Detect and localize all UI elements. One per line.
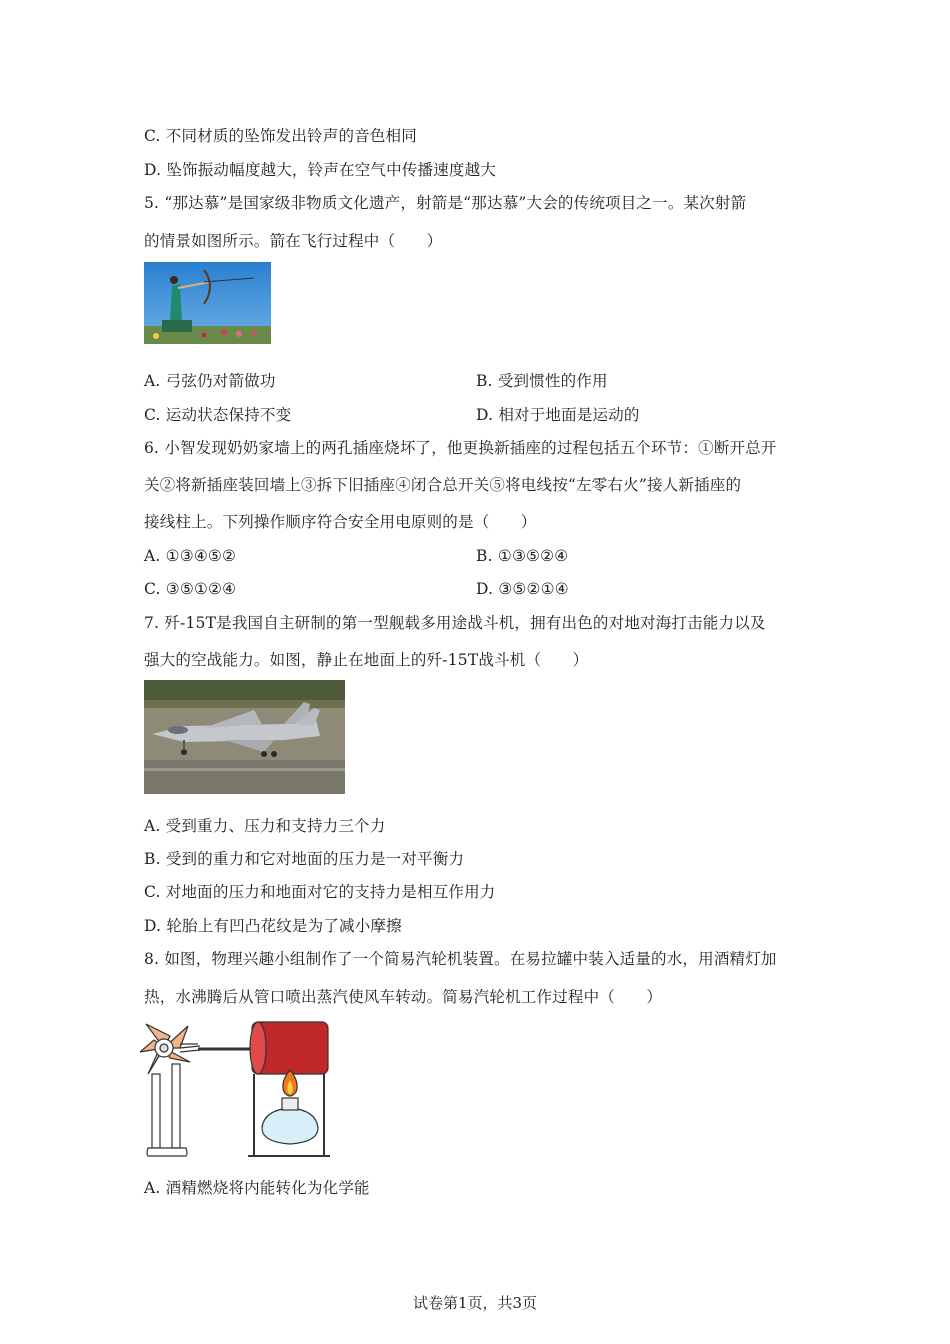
page-footer: 试卷第1页，共3页: [412, 1294, 538, 1312]
fighter-jet-photo: [144, 680, 345, 794]
q4-option-d: D. 坠饰振动幅度越大，铃声在空气中传播速度越大: [144, 161, 497, 179]
archery-photo: [144, 262, 271, 344]
q8-option-a: A. 酒精燃烧将内能转化为化学能: [144, 1179, 370, 1197]
q5-option-d: D. 相对于地面是运动的: [476, 406, 640, 424]
q7-option-d: D. 轮胎上有凹凸花纹是为了减小摩擦: [144, 917, 402, 935]
q6-stem-line2: 关②将新插座装回墙上③拆下旧插座④闭合总开关⑤将电线按“左零右火”接人新插座的: [144, 476, 742, 494]
q6-option-c: C. ③⑤①②④: [144, 580, 237, 598]
q8-stem-line1: 8. 如图，物理兴趣小组制作了一个简易汽轮机装置。在易拉罐中装入适量的水，用酒精灯加: [144, 950, 777, 968]
q7-stem-line1: 7. 歼-15T是我国自主研制的第一型舰载多用途战斗机，拥有出色的对地对海打击能力以及: [144, 614, 766, 632]
q6-option-d: D. ③⑤②①④: [476, 580, 569, 598]
q5-option-b: B. 受到惯性的作用: [476, 372, 608, 390]
q6-option-a: A. ①③④⑤②: [144, 547, 237, 565]
q5-option-a: A. 弓弦仍对箭做功: [144, 372, 276, 390]
q5-stem-line2: 的情景如图所示。箭在飞行过程中（ ）: [144, 232, 443, 250]
q6-stem-line3: 接线柱上。下列操作顺序符合安全用电原则的是（ ）: [144, 513, 537, 531]
q7-option-a: A. 受到重力、压力和支持力三个力: [144, 817, 386, 835]
q7-stem-line2: 强大的空战能力。如图，静止在地面上的歼-15T战斗机（ ）: [144, 651, 589, 669]
q7-option-b: B. 受到的重力和它对地面的压力是一对平衡力: [144, 850, 465, 868]
q7-option-c: C. 对地面的压力和地面对它的支持力是相互作用力: [144, 883, 496, 901]
q5-option-c: C. 运动状态保持不变: [144, 406, 292, 424]
q5-stem-line1: 5. “那达慕”是国家级非物质文化遗产，射箭是“那达慕”大会的传统项目之一。某次射箭: [144, 194, 747, 212]
q6-option-b: B. ①③⑤②④: [476, 547, 569, 565]
q8-stem-line2: 热，水沸腾后从管口喷出蒸汽使风车转动。简易汽轮机工作过程中（ ）: [144, 988, 663, 1006]
q6-stem-line1: 6. 小智发现奶奶家墙上的两孔插座烧坏了，他更换新插座的过程包括五个环节：①断开总开: [144, 439, 777, 457]
steam-turbine-diagram: [140, 1018, 340, 1160]
q4-option-c: C. 不同材质的坠饰发出铃声的音色相同: [144, 127, 417, 145]
